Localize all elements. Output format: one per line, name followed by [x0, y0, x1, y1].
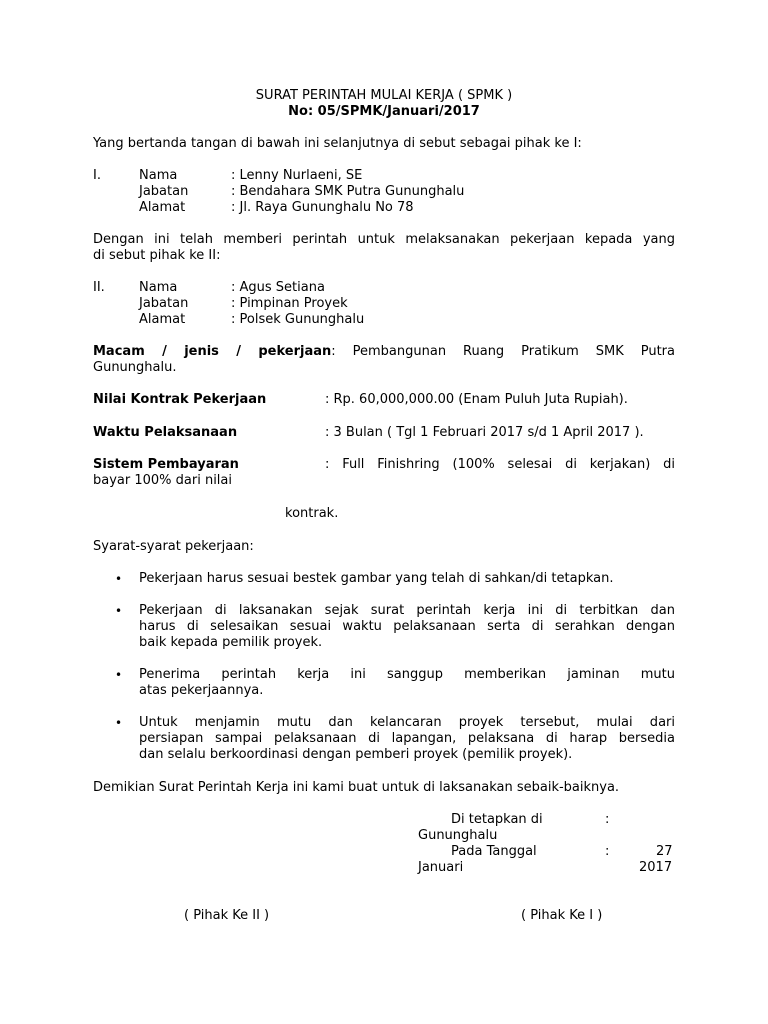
payment-label: Sistem Pembayaran	[93, 457, 239, 472]
terms-item-text: harus di selesaikan sesuai waktu pelaksanaan serta di serahkan dengan	[139, 619, 675, 634]
terms-item-text: Pekerjaan di laksanakan sejak surat perintah kerja ini di terbitkan dan	[139, 603, 675, 618]
terms-item-text: dan selalu berkoordinasi dengan pemberi proyek (pemilik proyek).	[139, 747, 573, 762]
instruction-line-2: di sebut pihak ke II:	[93, 248, 221, 263]
duration-value: : 3 Bulan ( Tgl 1 Februari 2017 s/d 1 April 2017 ).	[325, 425, 644, 440]
date-day: 27	[656, 844, 673, 859]
date-year: 2017	[639, 860, 673, 875]
party2-address-value: : Polsek Gununghalu	[231, 312, 365, 327]
party1-numeral: I.	[93, 168, 101, 183]
terms-item-text: persiapan sampai pelaksanaan di lapangan, pelaksana di harap bersedia	[139, 731, 675, 746]
party1-name-label: Nama	[139, 168, 178, 183]
instruction-line-1: Dengan ini telah memberi perintah untuk melaksanakan pekerjaan kepada yang	[93, 232, 675, 247]
document-title: SURAT PERINTAH MULAI KERJA ( SPMK )	[255, 88, 513, 103]
bullet-icon: •	[115, 668, 123, 682]
bullet-icon: •	[115, 716, 123, 730]
job-line	[93, 344, 675, 360]
party2-position-label: Jabatan	[139, 296, 189, 311]
contract-value: : Rp. 60,000,000.00 (Enam Puluh Juta Rupiah).	[325, 392, 628, 407]
date-label: Pada Tanggal	[451, 844, 537, 859]
terms-item-text: baik kepada pemilik proyek.	[139, 635, 323, 650]
terms-item-text: Pekerjaan harus sesuai bestek gambar yang telah di sahkan/di tetapkan.	[139, 571, 614, 586]
party2-position-value: : Pimpinan Proyek	[231, 296, 348, 311]
terms-heading: Syarat-syarat pekerjaan:	[93, 539, 254, 554]
intro-text: Yang bertanda tangan di bawah ini selanjutnya di sebut sebagai pihak ke I:	[93, 136, 582, 151]
terms-item-text: Untuk menjamin mutu dan kelancaran proyek tersebut, mulai dari	[139, 715, 675, 730]
bullet-icon: •	[115, 604, 123, 618]
party2-name-value: : Agus Setiana	[231, 280, 325, 295]
party1-position-label: Jabatan	[139, 184, 189, 199]
set-place-label: Di tetapkan di	[451, 812, 543, 827]
party2-name-label: Nama	[139, 280, 178, 295]
payment-value-end: kontrak.	[285, 506, 339, 521]
payment-value-continued: bayar 100% dari nilai	[93, 473, 233, 488]
date-colon: :	[605, 844, 610, 859]
closing-text: Demikian Surat Perintah Kerja ini kami buat untuk di laksanakan sebaik-baiknya.	[93, 780, 620, 795]
document-number: No: 05/SPMK/Januari/2017	[288, 104, 480, 119]
party1-signature-label: ( Pihak Ke I )	[521, 908, 603, 923]
job-label: Macam / jenis / pekerjaan	[93, 344, 332, 359]
party2-address-label: Alamat	[139, 312, 186, 327]
terms-item-text: Penerima perintah kerja ini sanggup memberikan jaminan mutu	[139, 667, 675, 682]
job-value-continued: Gununghalu.	[93, 360, 177, 375]
duration-label: Waktu Pelaksanaan	[93, 425, 238, 440]
party2-signature-label: ( Pihak Ke II )	[184, 908, 270, 923]
set-place-colon: :	[605, 812, 610, 827]
payment-value: : Full Finishring (100% selesai di kerjakan) di	[325, 457, 675, 472]
party2-numeral: II.	[93, 280, 105, 295]
set-place-value: Gununghalu	[418, 828, 498, 843]
date-month: Januari	[418, 860, 464, 875]
contract-label: Nilai Kontrak Pekerjaan	[93, 392, 267, 407]
party1-address-value: : Jl. Raya Gununghalu No 78	[231, 200, 414, 215]
terms-item-text: atas pekerjaannya.	[139, 683, 264, 698]
party1-name-value: : Lenny Nurlaeni, SE	[231, 168, 363, 183]
party1-address-label: Alamat	[139, 200, 186, 215]
bullet-icon: •	[115, 572, 123, 586]
job-value: : Pembangunan Ruang Pratikum SMK Putra	[331, 344, 675, 359]
party1-position-value: : Bendahara SMK Putra Gununghalu	[231, 184, 465, 199]
